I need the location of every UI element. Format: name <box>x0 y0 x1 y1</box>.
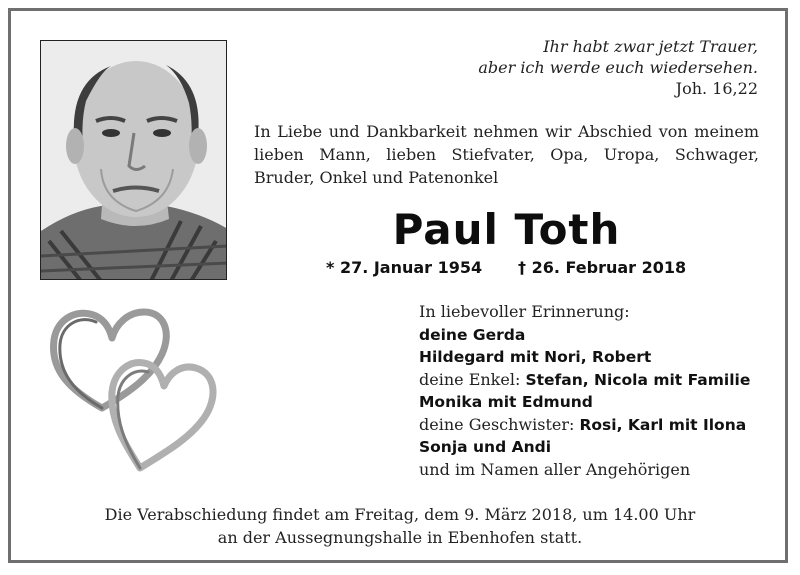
quote-line-2: aber ich werde euch wiedersehen. <box>478 58 758 77</box>
farewell-line-1: Die Verabschiedung findet am Freitag, dem 9. März 2018, um 14.00 Uhr <box>104 505 696 524</box>
siblings-names: Rosi, Karl mit Ilona <box>579 415 747 434</box>
farewell-notice <box>60 503 740 549</box>
grandchildren-label: deine Enkel: <box>419 369 521 389</box>
mourners-heading: In liebevoller Erinnerung: <box>419 302 630 321</box>
quote-reference: Joh. 16,22 <box>675 79 758 98</box>
mourner-siblings-row <box>419 414 779 437</box>
mourners-closing: und im Namen aller Angehörigen <box>419 459 691 479</box>
deceased-name: Paul Toth <box>392 205 621 254</box>
quote-line-1: Ihr habt zwar jetzt Trauer, <box>543 37 758 56</box>
grandchildren-names: Stefan, Nicola mit Familie <box>525 370 751 389</box>
grandchildren-names-2: Monika mit Edmund <box>419 393 593 411</box>
farewell-line-2: an der Aussegnungshalle in Ebenhofen statt. <box>217 528 583 547</box>
siblings-label: deine Geschwister: <box>419 414 575 434</box>
bible-quote <box>438 36 758 99</box>
death-date: † 26. Februar 2018 <box>518 258 687 277</box>
siblings-names-2: Sonja und Andi <box>419 438 552 456</box>
mourners-list <box>419 301 779 481</box>
mourner-wife: deine Gerda <box>419 325 526 344</box>
mourner-family: Hildegard mit Nori, Robert <box>419 348 652 366</box>
two-hearts-icon <box>40 290 220 475</box>
birth-date: * 27. Januar 1954 <box>326 258 483 277</box>
intro-text: In Liebe und Dankbarkeit nehmen wir Abschied von meinem lieben Mann, lieben Stiefvater, Opa, Uropa, Schwager, Bruder, Onkel und Patenonkel <box>254 122 759 187</box>
mourner-grandchildren-row <box>419 369 779 392</box>
portrait-photo <box>40 40 227 280</box>
